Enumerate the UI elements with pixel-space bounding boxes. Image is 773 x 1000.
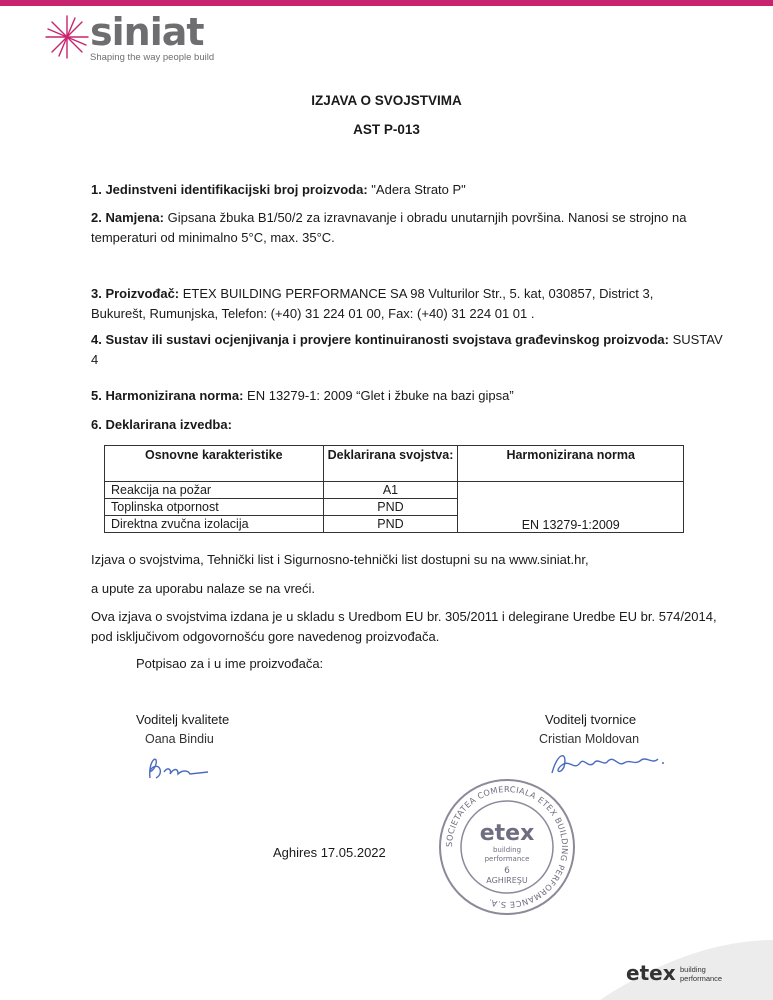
row-value: PND <box>323 516 458 533</box>
stamp-number: 6 <box>504 866 510 876</box>
item-2-value: Gipsana žbuka B1/50/2 za izravnavanje i obradu unutarnjih površina. Nanosi se strojno na temperaturi od minimalno 5°C, max. 35°C. <box>91 210 687 245</box>
signed-for-note: Potpisao za i u ime proizvođača: <box>136 656 324 671</box>
left-signatory-name: Oana Bindiu <box>145 732 214 746</box>
item-3 <box>91 284 691 324</box>
item-4-label: 4. Sustav ili sustavi ocjenjivanja i provjere kontinuiranosti svojstava građevinskog proizvoda: <box>91 332 669 347</box>
table-header-row <box>105 446 684 482</box>
col-header-characteristics: Osnovne karakteristike <box>105 446 324 482</box>
logo-tagline: Shaping the way people build <box>90 52 215 63</box>
left-signatory-role: Voditelj kvalitete <box>136 712 230 727</box>
row-characteristic: Direktna zvučna izolacija <box>105 516 324 533</box>
item-4-value: SUSTAV 4 <box>91 332 723 367</box>
table-row <box>105 482 684 499</box>
col-header-declared: Deklarirana svojstva: <box>323 446 458 482</box>
item-6 <box>91 415 691 435</box>
item-6-label: 6. Deklarirana izvedba: <box>91 417 232 432</box>
etex-footer-logo <box>600 940 773 1000</box>
table-norm-cell: EN 13279-1:2009 <box>458 482 684 533</box>
declared-performance-table <box>104 445 684 533</box>
item-3-value: ETEX BUILDING PERFORMANCE SA 98 Vulturilor Str., 5. kat, 030857, District 3, Bukurešt, Rumunjska, Telefon: (+40) 31 224 01 00, Fax: (+40) 31 224 01 01 . <box>91 286 654 321</box>
regulation-note: Ova izjava o svojstvima izdana je u skladu s Uredbom EU br. 305/2011 i delegirane Uredbe EU br. 574/2014, pod isključivom odgovornošću gore navedenog proizvođača. <box>91 609 717 644</box>
row-characteristic: Toplinska otpornost <box>105 499 324 516</box>
item-5 <box>91 386 691 406</box>
item-2 <box>91 208 691 248</box>
stamp-city: AGHIREŞU <box>486 876 528 885</box>
siniat-star-icon <box>44 14 90 60</box>
stamp-ring-text: SOCIETATEA COMERCIALA ETEX BUILDING PERFORMANCE S.A. <box>443 783 571 911</box>
logo-wordmark: siniat <box>90 10 204 54</box>
item-3-label: 3. Proizvođač: <box>91 286 180 301</box>
footer-brand: etex <box>626 961 676 985</box>
item-2-label: 2. Namjena: <box>91 210 164 225</box>
item-1 <box>91 180 691 200</box>
item-5-label: 5. Harmonizirana norma: <box>91 388 244 403</box>
item-4 <box>91 330 731 370</box>
etex-logo-graphic <box>600 940 773 1000</box>
right-signatory-role: Voditelj tvornice <box>545 712 637 727</box>
item-1-value: "Adera Strato P" <box>367 182 466 197</box>
item-5-value: EN 13279-1: 2009 “Glet i žbuke na bazi gipsa” <box>243 388 514 403</box>
instructions-note: a upute za uporabu nalaze se na vreći. <box>91 581 316 596</box>
siniat-logo <box>44 10 244 66</box>
stamp-seal <box>437 777 577 917</box>
footer-sub2: performance <box>680 974 723 983</box>
left-signature <box>144 750 214 785</box>
stamp-sub1: building <box>492 846 522 854</box>
document-title: IZJAVA O SVOJSTVIMA <box>311 93 462 108</box>
row-characteristic: Reakcija na požar <box>105 482 324 499</box>
row-value: A1 <box>323 482 458 499</box>
availability-note: Izjava o svojstvima, Tehnički list i Sigurnosno-tehnički list dostupni su na www.siniat.hr, <box>91 552 589 567</box>
document-code: AST P-013 <box>353 122 420 137</box>
stamp-sub2: performance <box>484 855 530 863</box>
right-signature <box>548 745 678 780</box>
col-header-norm: Harmonizirana norma <box>458 446 684 482</box>
right-signatory-name: Cristian Moldovan <box>539 732 640 746</box>
footer-sub1: building <box>680 965 706 974</box>
company-stamp <box>437 777 577 917</box>
row-value: PND <box>323 499 458 516</box>
place-and-date: Aghires 17.05.2022 <box>273 845 386 860</box>
top-accent-bar <box>0 0 773 6</box>
item-1-label: 1. Jedinstveni identifikacijski broj proizvoda: <box>91 182 368 197</box>
stamp-brand: etex <box>479 821 535 846</box>
